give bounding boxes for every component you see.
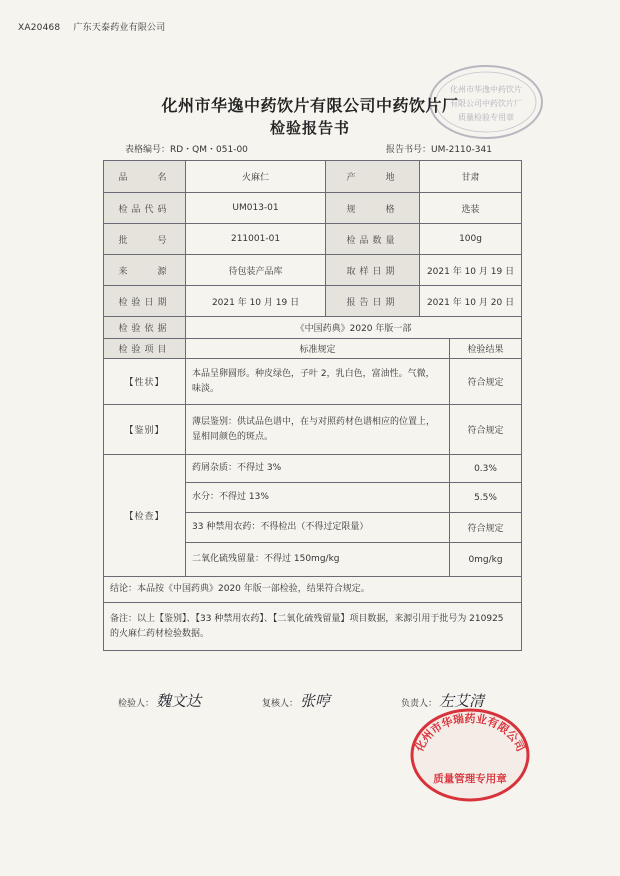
svg-text:质量管理专用章: 质量管理专用章 xyxy=(433,773,507,785)
reviewer-label: 复核人： xyxy=(262,699,299,709)
basis-value: 《中国药典》2020 年版一部 xyxy=(186,317,522,339)
form-number: 表格编号：RD・QM・051-00 xyxy=(125,145,248,155)
table-row xyxy=(104,603,522,651)
check-standard-moisture: 水分：不得过 13% xyxy=(186,483,450,513)
batch-label: 批 号 xyxy=(104,224,186,255)
check-item: 【检查】 xyxy=(104,455,186,577)
inspector-signature xyxy=(118,690,201,711)
report-date-label: 报告日期 xyxy=(326,286,420,317)
code-label: 检品代码 xyxy=(104,193,186,224)
inspector-handwriting: 魏文达 xyxy=(156,692,202,710)
origin-label: 产 地 xyxy=(326,161,420,193)
check-result-so2: 0mg/kg xyxy=(450,543,522,577)
origin-value: 甘肃 xyxy=(420,161,522,193)
test-date-value: 2021 年 10 月 19 日 xyxy=(186,286,326,317)
basis-label: 检验依据 xyxy=(104,317,186,339)
reviewer-signature xyxy=(262,690,330,711)
sample-date-value: 2021 年 10 月 19 日 xyxy=(420,255,522,286)
spec-value: 选装 xyxy=(420,193,522,224)
product-value: 火麻仁 xyxy=(186,161,326,193)
svg-text:有限公司中药饮片厂: 有限公司中药饮片厂 xyxy=(450,99,522,108)
table-row xyxy=(104,224,522,255)
product-label: 品 名 xyxy=(104,161,186,193)
doc-code: XA20468 xyxy=(18,23,61,33)
sample-date-label: 取样日期 xyxy=(326,255,420,286)
table-row xyxy=(104,359,522,405)
source-value: 待包装产品库 xyxy=(186,255,326,286)
table-row xyxy=(104,317,522,339)
responsible-handwriting: 左艾清 xyxy=(439,692,485,710)
check-standard-impurity: 药屑杂质：不得过 3% xyxy=(186,455,450,483)
identification-item: 【鉴别】 xyxy=(104,405,186,455)
standard-header: 标准规定 xyxy=(186,339,450,359)
report-date-value: 2021 年 10 月 20 日 xyxy=(420,286,522,317)
quantity-value: 100g xyxy=(420,224,522,255)
svg-text:化州市华瑞药业有限公司: 化州市华瑞药业有限公司 xyxy=(412,712,528,754)
table-row xyxy=(104,455,522,483)
check-result-impurity: 0.3% xyxy=(450,455,522,483)
svg-text:质量检验专用章: 质量检验专用章 xyxy=(458,113,514,122)
table-row xyxy=(104,339,522,359)
test-date-label: 检验日期 xyxy=(104,286,186,317)
identification-result: 符合规定 xyxy=(450,405,522,455)
result-header: 检验结果 xyxy=(450,339,522,359)
character-result: 符合规定 xyxy=(450,359,522,405)
table-row xyxy=(104,405,522,455)
quantity-label: 检品数量 xyxy=(326,224,420,255)
item-header: 检验项目 xyxy=(104,339,186,359)
responsible-label: 负责人： xyxy=(401,699,438,709)
svg-text:化州市华逸中药饮片: 化州市华逸中药饮片 xyxy=(450,85,522,94)
check-standard-pesticide: 33 种禁用农药：不得检出（不得过定限量） xyxy=(186,513,450,543)
table-row xyxy=(104,286,522,317)
character-standard: 本品呈卵圆形。种皮绿色，子叶 2，乳白色，富油性。气微，味淡。 xyxy=(186,359,450,405)
conclusion: 结论：本品按《中国药典》2020 年版一部检验，结果符合规定。 xyxy=(104,577,522,603)
table-row xyxy=(104,577,522,603)
remark: 备注：以上【鉴别】、【33 种禁用农药】、【二氧化硫残留量】项目数据，来源引用于批号为 210925 的火麻仁药材检验数据。 xyxy=(104,603,522,651)
identification-standard: 薄层鉴别：供试品色谱中，在与对照药材色谱相应的位置上，显相同颜色的斑点。 xyxy=(186,405,450,455)
inspector-label: 检验人： xyxy=(118,699,155,709)
check-standard-so2: 二氧化硫残留量：不得过 150mg/kg xyxy=(186,543,450,577)
reviewer-handwriting: 张哼 xyxy=(300,692,331,710)
check-result-moisture: 5.5% xyxy=(450,483,522,513)
red-quality-seal-stamp xyxy=(408,706,532,804)
report-number: 报告书号：UM-2110-341 xyxy=(386,145,492,155)
character-item: 【性状】 xyxy=(104,359,186,405)
code-value: UM013-01 xyxy=(186,193,326,224)
spec-label: 规 格 xyxy=(326,193,420,224)
company-name: 广东天泰药业有限公司 xyxy=(73,23,166,33)
document-header xyxy=(18,20,165,33)
batch-value: 211001-01 xyxy=(186,224,326,255)
report-subtitle: 检验报告书 xyxy=(269,119,350,137)
table-row xyxy=(104,193,522,224)
inspection-table xyxy=(103,160,522,651)
table-row xyxy=(104,161,522,193)
report-title: 化州市华逸中药饮片有限公司中药饮片厂 xyxy=(161,96,459,115)
source-label: 来 源 xyxy=(104,255,186,286)
table-row xyxy=(104,255,522,286)
check-result-pesticide: 符合规定 xyxy=(450,513,522,543)
